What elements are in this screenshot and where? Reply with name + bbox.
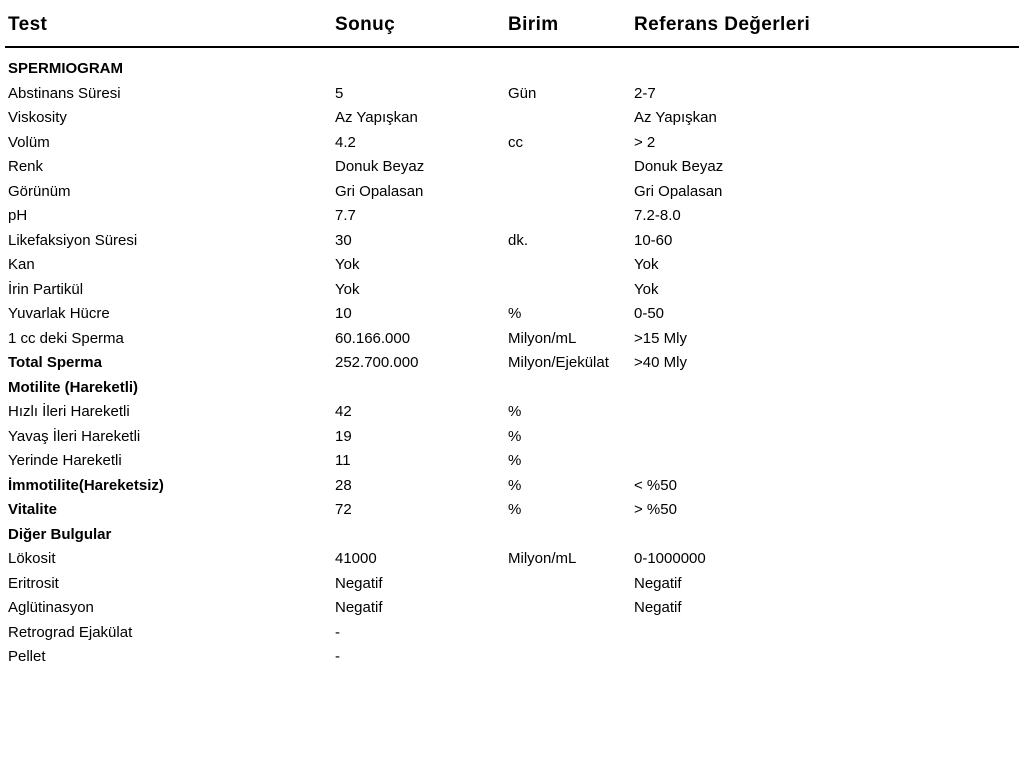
reference-cell xyxy=(634,523,1019,548)
test-name-cell: Vitalite xyxy=(8,501,57,518)
reference-cell xyxy=(634,621,1019,646)
unit-cell xyxy=(508,376,634,401)
unit-cell: Milyon/Ejekülat xyxy=(508,354,609,371)
table-row xyxy=(5,400,1019,425)
result-cell: - xyxy=(335,623,340,641)
test-name-cell: Eritrosit xyxy=(8,574,59,592)
unit-cell: % xyxy=(508,452,522,469)
unit-cell: Milyon/mL xyxy=(508,329,577,347)
table-row xyxy=(5,106,1019,131)
table-row xyxy=(5,449,1019,474)
reference-cell: Negatif xyxy=(634,574,682,592)
reference-cell xyxy=(634,425,1019,450)
unit-cell xyxy=(508,523,634,548)
unit-cell: cc xyxy=(508,133,523,151)
reference-cell: 0-50 xyxy=(634,305,665,322)
table-row xyxy=(5,498,1019,523)
result-cell: Yok xyxy=(335,256,360,273)
table-row xyxy=(5,155,1019,180)
result-cell: Az Yapışkan xyxy=(335,109,418,126)
test-name-cell: Lökosit xyxy=(8,550,56,567)
test-name-cell: Pellet xyxy=(8,648,46,665)
test-name-cell: Likefaksiyon Süresi xyxy=(8,231,138,249)
result-cell: 4.2 xyxy=(335,133,356,151)
test-name-cell: Yavaş İleri Hareketli xyxy=(8,427,141,445)
table-row xyxy=(5,474,1019,499)
unit-cell xyxy=(508,204,634,229)
reference-cell: 7.2-8.0 xyxy=(634,207,681,224)
result-cell: Yok xyxy=(335,280,360,298)
result-cell: 10 xyxy=(335,305,352,322)
table-row xyxy=(5,278,1019,303)
table-row xyxy=(5,376,1019,401)
unit-cell xyxy=(508,155,634,180)
test-name-cell: Hızlı İleri Hareketli xyxy=(8,403,130,420)
result-cell: Donuk Beyaz xyxy=(335,158,425,175)
test-name-cell: İmmotilite(Hareketsiz) xyxy=(8,476,164,494)
test-name-cell: Retrograd Ejakülat xyxy=(8,623,133,641)
unit-cell xyxy=(508,596,634,621)
test-name-cell: Motilite (Hareketli) xyxy=(8,378,139,396)
table-row xyxy=(5,47,1019,82)
column-header-birim: Birim xyxy=(508,0,634,47)
reference-cell: 2-7 xyxy=(634,84,656,102)
unit-cell: Gün xyxy=(508,84,537,102)
test-name-cell: Total Sperma xyxy=(8,354,102,371)
result-cell: Gri Opalasan xyxy=(335,182,424,200)
reference-cell: < %50 xyxy=(634,476,677,494)
table-row xyxy=(5,204,1019,229)
reference-cell xyxy=(634,376,1019,401)
result-cell: 7.7 xyxy=(335,207,356,224)
result-cell xyxy=(335,47,508,82)
result-cell: Negatif xyxy=(335,599,383,616)
reference-cell: > 2 xyxy=(634,133,656,151)
result-cell: 41000 xyxy=(335,550,377,567)
table-row xyxy=(5,621,1019,646)
table-row xyxy=(5,572,1019,597)
table-row xyxy=(5,351,1019,376)
unit-cell: % xyxy=(508,427,522,445)
unit-cell xyxy=(508,645,634,670)
test-name-cell: 1 cc deki Sperma xyxy=(8,329,124,347)
result-cell: 30 xyxy=(335,231,352,249)
table-row xyxy=(5,302,1019,327)
reference-cell xyxy=(634,449,1019,474)
test-name-cell: Viskosity xyxy=(8,109,67,126)
test-name-cell: Aglütinasyon xyxy=(8,599,94,616)
unit-cell xyxy=(508,106,634,131)
table-row xyxy=(5,82,1019,107)
test-name-cell: Kan xyxy=(8,256,35,273)
column-header-test: Test xyxy=(5,0,335,47)
lab-report-page xyxy=(5,0,1019,670)
reference-cell: 10-60 xyxy=(634,231,673,249)
unit-cell xyxy=(508,621,634,646)
column-header-referans: Referans Değerleri xyxy=(634,0,1019,47)
result-cell xyxy=(335,376,508,401)
reference-cell xyxy=(634,47,1019,82)
unit-cell xyxy=(508,278,634,303)
test-name-cell: pH xyxy=(8,207,28,224)
unit-cell: % xyxy=(508,305,522,322)
result-cell xyxy=(335,523,508,548)
unit-cell xyxy=(508,180,634,205)
test-name-cell: Yuvarlak Hücre xyxy=(8,305,110,322)
table-row xyxy=(5,180,1019,205)
reference-cell: Yok xyxy=(634,280,659,298)
test-name-cell: Abstinans Süresi xyxy=(8,84,121,102)
test-name-cell: İrin Partikül xyxy=(8,280,84,298)
table-row xyxy=(5,131,1019,156)
table-row xyxy=(5,547,1019,572)
table-row xyxy=(5,425,1019,450)
test-name-cell: SPERMIOGRAM xyxy=(8,60,124,77)
table-row xyxy=(5,253,1019,278)
result-cell: Negatif xyxy=(335,574,383,592)
test-name-cell: Yerinde Hareketli xyxy=(8,452,122,469)
unit-cell xyxy=(508,253,634,278)
table-row xyxy=(5,229,1019,254)
column-header-sonuc: Sonuç xyxy=(335,0,508,47)
unit-cell xyxy=(508,572,634,597)
reference-cell: Gri Opalasan xyxy=(634,182,723,200)
result-cell: 72 xyxy=(335,501,352,518)
unit-cell: % xyxy=(508,476,522,494)
reference-cell: > %50 xyxy=(634,501,677,518)
results-table xyxy=(5,0,1019,670)
reference-cell: 0-1000000 xyxy=(634,550,706,567)
reference-cell: >15 Mly xyxy=(634,329,687,347)
unit-cell: dk. xyxy=(508,231,529,249)
reference-cell xyxy=(634,400,1019,425)
result-cell: 11 xyxy=(335,452,351,469)
reference-cell xyxy=(634,645,1019,670)
table-header-row xyxy=(5,0,1019,47)
reference-cell: >40 Mly xyxy=(634,354,687,371)
result-cell: - xyxy=(335,648,340,665)
table-row xyxy=(5,645,1019,670)
test-name-cell: Renk xyxy=(8,158,44,175)
table-row xyxy=(5,327,1019,352)
unit-cell: Milyon/mL xyxy=(508,550,577,567)
reference-cell: Donuk Beyaz xyxy=(634,158,724,175)
reference-cell: Negatif xyxy=(634,599,682,616)
unit-cell: % xyxy=(508,403,522,420)
unit-cell: % xyxy=(508,501,522,518)
test-name-cell: Diğer Bulgular xyxy=(8,525,112,543)
test-name-cell: Görünüm xyxy=(8,182,71,200)
reference-cell: Az Yapışkan xyxy=(634,109,717,126)
table-row xyxy=(5,523,1019,548)
results-table-body xyxy=(5,47,1019,670)
result-cell: 19 xyxy=(335,427,352,445)
result-cell: 42 xyxy=(335,403,352,420)
result-cell: 60.166.000 xyxy=(335,329,411,347)
test-name-cell: Volüm xyxy=(8,133,50,151)
reference-cell: Yok xyxy=(634,256,659,273)
result-cell: 252.700.000 xyxy=(335,354,419,371)
result-cell: 28 xyxy=(335,476,352,494)
table-row xyxy=(5,596,1019,621)
unit-cell xyxy=(508,47,634,82)
result-cell: 5 xyxy=(335,84,344,102)
